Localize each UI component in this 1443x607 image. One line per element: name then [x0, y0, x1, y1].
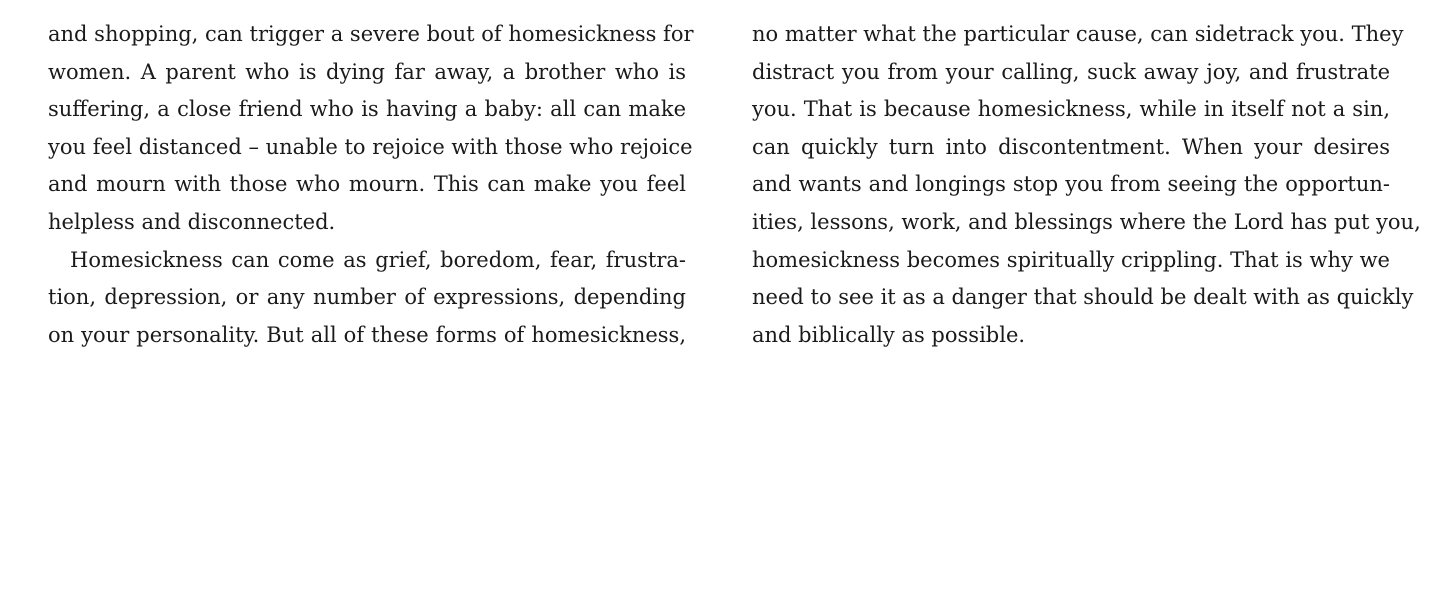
text-column-right: [752, 16, 1421, 354]
text-line: tion, depression, or any number of expressions, depending: [48, 285, 686, 310]
text-line: can quickly turn into discontentment. When your desires: [752, 134, 1390, 159]
text-column-left: [48, 16, 694, 354]
text-line: you feel distanced – unable to rejoice with those who rejoice: [48, 134, 693, 159]
text-line: you. That is because homesickness, while in itself not a sin,: [752, 97, 1390, 122]
text-line: no matter what the particular cause, can sidetrack you. They: [752, 22, 1404, 46]
text-line: homesickness becomes spiritually crippling. That is why we: [752, 247, 1390, 272]
text-line: and shopping, can trigger a severe bout of homesickness for: [48, 22, 694, 46]
text-line: and mourn with those who mourn. This can make you feel: [48, 172, 686, 197]
text-line: Homesickness can come as grief, boredom, fear, frustra-: [70, 247, 686, 272]
text-line: ities, lessons, work, and blessings where the Lord has put you,: [752, 209, 1421, 234]
text-line: women. A parent who is dying far away, a brother who is: [48, 59, 686, 84]
text-line: and wants and longings stop you from seeing the opportun-: [752, 172, 1390, 197]
text-line: and biblically as possible.: [752, 322, 1026, 347]
text-line: on your personality. But all of these forms of homesickness,: [48, 322, 686, 347]
text-line: distract you from your calling, suck away joy, and frustrate: [752, 59, 1390, 84]
text-line: suffering, a close friend who is having a baby: all can make: [48, 97, 686, 122]
text-line: helpless and disconnected.: [48, 209, 336, 234]
text-line: need to see it as a danger that should be dealt with as quickly: [752, 285, 1414, 310]
